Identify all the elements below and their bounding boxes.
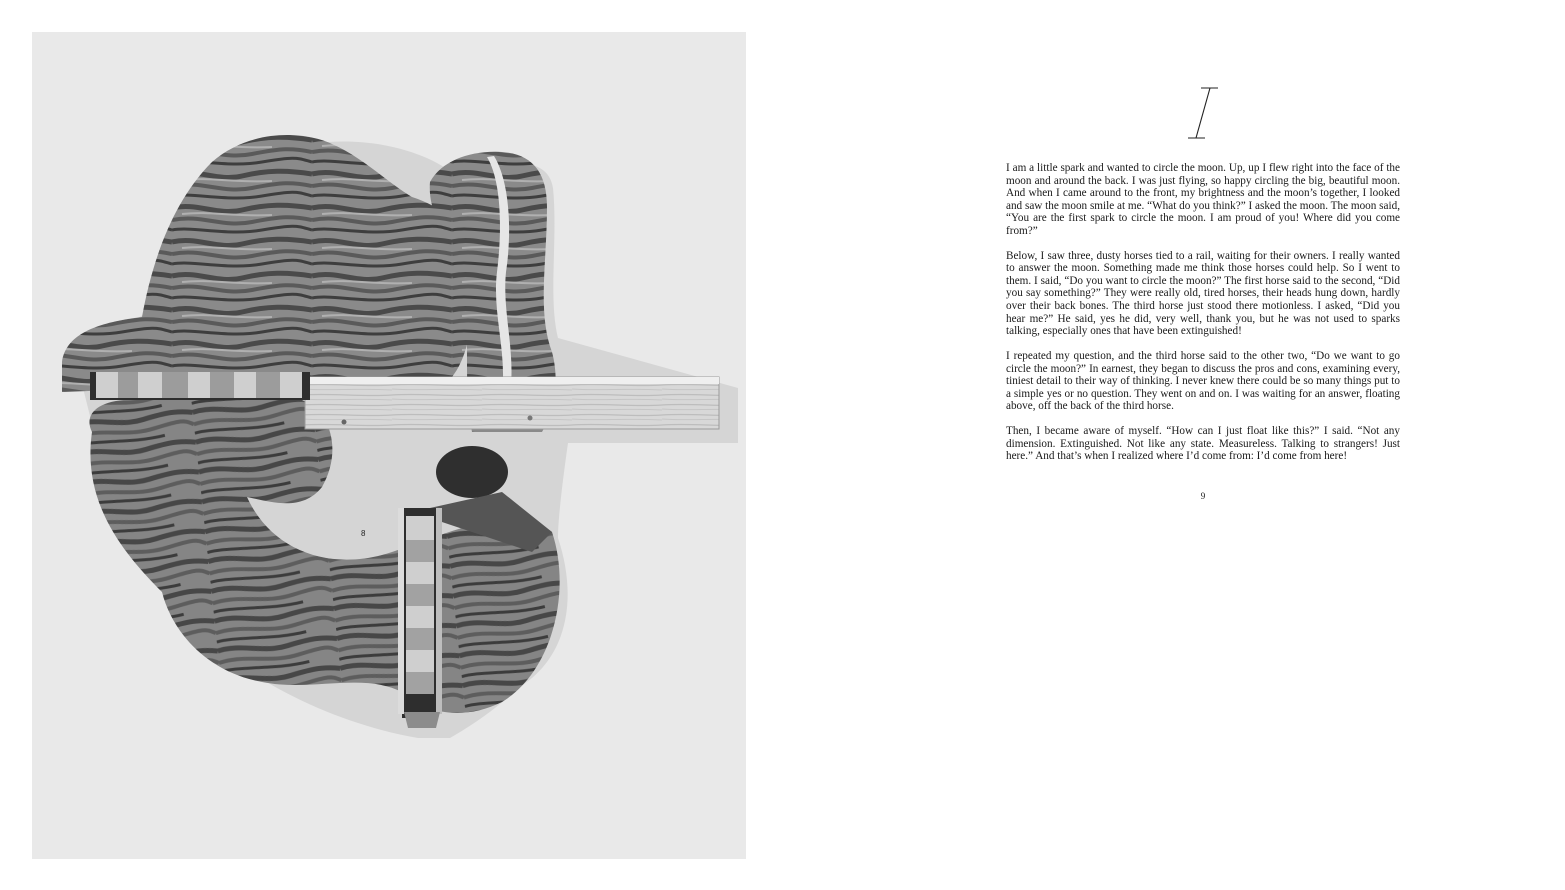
chapter-numeral [1186, 86, 1220, 140]
story-text [1006, 162, 1400, 475]
paragraph-1: I am a little spark and wanted to circle the moon. Up, up I flew right into the face of the moon and around the back. I was just flying, so happy circling the big, beautiful moon. And when I came around to the front, my brightness and the moon’s together, I looked and saw the moon smile at me. “What do you think?” I asked the moon. The moon said, “You are the first spark to circle the moon. I am proud of you! Where did you come from?” [1006, 162, 1400, 237]
sculpture-photograph [32, 32, 746, 859]
page-number: 9 [1200, 491, 1206, 501]
paragraph-2: Below, I saw three, dusty horses tied to a rail, waiting for their owners. I really wanted to answer the moon. Something made me think those horses could help. So I went to them. I said, “Do you want to circle the moon?” The first horse said to the second, “Did you say something?” They were really old, tired horses, their heads hung down, hardly over their back bones. The third horse just stood there motionless. I asked, “Did you hear me?” He said, yes he did, very well, thank you, but he was not used to sparks talking, especially ones that have been extinguished! [1006, 249, 1400, 338]
paragraph-4: Then, I became aware of myself. “How can I just float like this?” I said. “Not any dimension. Extinguished. Not like any state. Measureless. Talking to strangers! Just here.” And that’s when I realized where I’d come from: I’d come from here! [1006, 425, 1400, 463]
sculpture-image [32, 32, 746, 859]
paragraph-3: I repeated my question, and the third horse said to the other two, “Do we want to go circle the moon?” In earnest, they began to discuss the pros and cons, examining every, tiniest detail to their way of thinking. I never knew there could be so many things put to a simple yes or no question. They went on and on. I was waiting for an answer, floating above, off the back of the third horse. [1006, 350, 1400, 413]
figure-label: 8 [361, 529, 366, 538]
